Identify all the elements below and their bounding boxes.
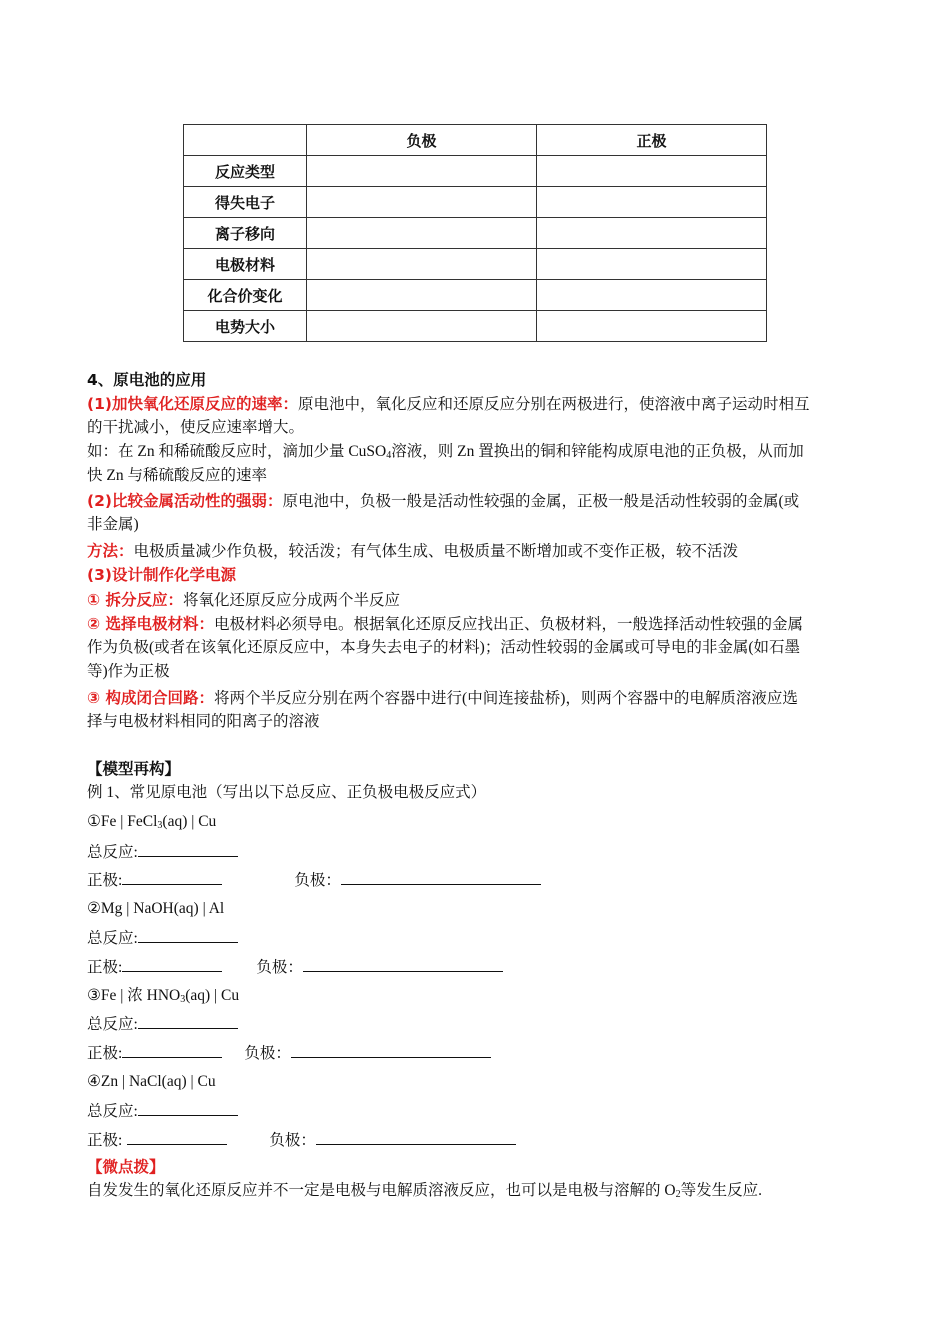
step-1-label: ① 拆分反应： <box>87 591 184 609</box>
table-row <box>184 311 767 342</box>
subscript: 3 <box>157 820 163 831</box>
example-text-cont: 快 Zn 与稀硫酸反应的速率 <box>87 467 267 484</box>
table-cell <box>307 249 537 280</box>
cell-4-title <box>87 1070 216 1094</box>
section-title: 4、原电池的应用 <box>87 371 207 389</box>
tip-title: 【微点拨】 <box>87 1158 165 1176</box>
table-cell <box>537 249 767 280</box>
table-cell <box>307 280 537 311</box>
step-2 <box>87 612 803 637</box>
total-reaction-line <box>87 1099 238 1124</box>
table-cell <box>537 187 767 218</box>
row-label: 电势大小 <box>184 311 307 342</box>
model-title: 【模型再构】 <box>87 760 181 778</box>
table-cell <box>307 187 537 218</box>
answer-blank[interactable] <box>122 955 222 972</box>
cell-text: (aq) | Cu <box>185 987 240 1004</box>
answer-blank[interactable] <box>138 1012 238 1029</box>
table-cell <box>537 311 767 342</box>
answer-blank[interactable] <box>303 955 503 972</box>
cell-text: (aq) | Cu <box>162 813 217 830</box>
total-label: 总反应: <box>87 1103 138 1120</box>
subscript: 4 <box>386 450 392 461</box>
tip-text-part: 自发发生的氧化还原反应并不一定是电极与电解质溶液反应，也可以是电极与溶解的 O <box>87 1182 676 1199</box>
cell-2-title <box>87 897 224 921</box>
method-line <box>87 539 738 564</box>
table-row <box>184 218 767 249</box>
p2-text-cont: 非金属) <box>87 516 139 533</box>
row-label: 化合价变化 <box>184 280 307 311</box>
cell-text: ④Zn | NaCl(aq) | Cu <box>87 1073 216 1090</box>
answer-blank[interactable] <box>122 868 222 885</box>
table-header-cell <box>184 125 307 156</box>
p2-text: 原电池中，负极一般是活动性较强的金属，正极一般是活动性较弱的金属(或 <box>282 493 800 510</box>
table-cell <box>537 156 767 187</box>
table-header-positive: 正极 <box>537 125 767 156</box>
step-3-label: ③ 构成闭合回路： <box>87 689 215 707</box>
positive-label: 正极: <box>87 959 123 976</box>
row-label: 反应类型 <box>184 156 307 187</box>
total-reaction-line <box>87 926 238 951</box>
answer-blank[interactable] <box>122 1041 222 1058</box>
total-label: 总反应: <box>87 1016 138 1033</box>
p1-text: 原电池中，氧化反应和还原反应分别在两极进行，使溶液中离子运动时相互 <box>297 396 810 413</box>
subscript: 2 <box>675 1189 681 1200</box>
example-line <box>87 440 804 464</box>
row-label: 得失电子 <box>184 187 307 218</box>
cell-text: ②Mg | NaOH(aq) | Al <box>87 900 225 917</box>
answer-blank[interactable] <box>127 1128 227 1145</box>
electrode-line <box>87 1041 491 1066</box>
step-2-text-cont: 等)作为正极 <box>87 663 170 680</box>
table-header-row <box>184 125 767 156</box>
row-label: 离子移向 <box>184 218 307 249</box>
table-cell <box>537 218 767 249</box>
cell-text: ③Fe | 浓 HNO <box>87 987 181 1004</box>
total-label: 总反应: <box>87 844 138 861</box>
tip-text-part: 等发生反应. <box>680 1182 762 1199</box>
table-row <box>184 187 767 218</box>
negative-label: 负极： <box>294 872 341 889</box>
cell-3-title <box>87 984 239 1008</box>
cell-1-title <box>87 810 216 834</box>
answer-blank[interactable] <box>138 926 238 943</box>
answer-blank[interactable] <box>138 1099 238 1116</box>
step-3-text: 将两个半反应分别在两个容器中进行(中间连接盐桥)，则两个容器中的电解质溶液应选 <box>214 690 798 707</box>
answer-blank[interactable] <box>316 1128 516 1145</box>
negative-label: 负极： <box>269 1132 316 1149</box>
paragraph-1 <box>87 392 809 417</box>
positive-label: 正极: <box>87 1045 123 1062</box>
total-label: 总反应: <box>87 930 138 947</box>
comparison-table <box>183 124 767 342</box>
step-2-text-cont: 作为负极(或者在该氧化还原反应中，本身失去电子的材料)；活动性较弱的金属或可导电的非金属(如石墨 <box>87 639 800 656</box>
electrode-line <box>87 1128 516 1153</box>
p1-label: (1)加快氧化还原反应的速率： <box>87 395 298 413</box>
total-reaction-line <box>87 840 238 865</box>
step-3-text-cont: 择与电极材料相同的阳离子的溶液 <box>87 713 320 730</box>
paragraph-2 <box>87 489 799 514</box>
table-cell <box>307 156 537 187</box>
example-text: 溶液，则 Zn 置换出的铜和锌能构成原电池的正负极，从而加 <box>391 443 804 460</box>
p2-label: (2)比较金属活动性的强弱： <box>87 492 283 510</box>
table-header-negative: 负极 <box>307 125 537 156</box>
table-cell <box>307 218 537 249</box>
example-1: 例 1、常见原电池（写出以下总反应、正负极电极反应式） <box>87 784 487 801</box>
table-cell <box>307 311 537 342</box>
tip-text <box>87 1179 762 1203</box>
table-row <box>184 249 767 280</box>
step-1 <box>87 588 400 613</box>
answer-blank[interactable] <box>341 868 541 885</box>
negative-label: 负极： <box>256 959 303 976</box>
method-text: 电极质量减少作负极，较活泼；有气体生成、电极质量不断增加或不变作正极，较不活泼 <box>133 543 739 560</box>
table-cell <box>537 280 767 311</box>
answer-blank[interactable] <box>291 1041 491 1058</box>
step-2-label: ② 选择电极材料： <box>87 615 215 633</box>
positive-label: 正极: <box>87 1132 123 1149</box>
negative-label: 负极： <box>244 1045 291 1062</box>
electrode-line <box>87 955 503 980</box>
cell-text: ①Fe | FeCl <box>87 813 158 830</box>
row-label: 电极材料 <box>184 249 307 280</box>
table-row <box>184 280 767 311</box>
p3-label: (3)设计制作化学电源 <box>87 566 236 584</box>
step-3 <box>87 686 798 711</box>
answer-blank[interactable] <box>138 840 238 857</box>
p1-text-cont: 的干扰减小，使反应速率增大。 <box>87 419 305 436</box>
subscript: 3 <box>180 994 186 1005</box>
total-reaction-line <box>87 1012 238 1037</box>
step-2-text: 电极材料必须导电。根据氧化还原反应找出正、负极材料，一般选择活动性较强的金属 <box>214 616 804 633</box>
table-row <box>184 156 767 187</box>
method-label: 方法： <box>87 542 134 560</box>
step-1-text: 将氧化还原反应分成两个半反应 <box>183 592 401 609</box>
positive-label: 正极: <box>87 872 123 889</box>
electrode-line <box>87 868 541 893</box>
example-text: 如：在 Zn 和稀硫酸反应时，滴加少量 CuSO <box>87 443 387 460</box>
